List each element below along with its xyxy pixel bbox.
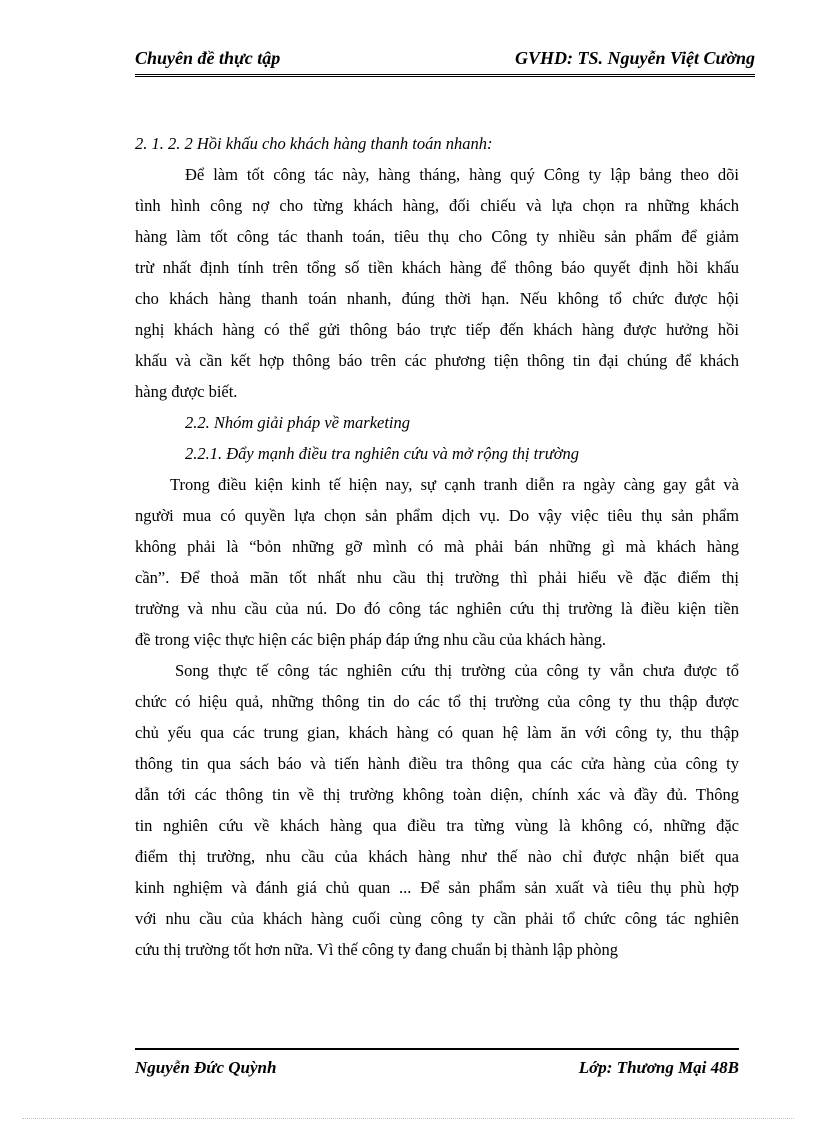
paragraph-line: không phải là “bỏn những gỡ mình có mà phải bán những gì mà khách hàng — [135, 537, 739, 556]
page-footer — [135, 1048, 739, 1084]
paragraph-line: trừ nhất định tính trên tổng số tiền khách hàng để thông báo quyết định hồi khấu — [135, 258, 739, 277]
paragraph-line: khấu và cần kết hợp thông báo trên các phương tiện thông tin đại chúng để khách — [135, 351, 739, 370]
paragraph-line: hàng làm tốt công tác thanh toán, tiêu thụ cho Công ty nhiều sản phẩm để giảm — [135, 227, 739, 246]
header-document-title: Chuyên đề thực tập — [135, 48, 281, 68]
paragraph-line: tin nghiên cứu về khách hàng qua điều tra từng vùng là không có, những đặc — [135, 816, 739, 835]
paragraph-line: đề trong việc thực hiện các biện pháp đáp ứng nhu cầu của khách hàng. — [135, 630, 606, 649]
paragraph-line: tình hình công nợ cho từng khách hàng, đối chiếu và lựa chọn ra những khách — [135, 196, 739, 215]
section-heading-2-2-1: 2.2.1. Đẩy mạnh điều tra nghiên cứu và mở rộng thị trường — [185, 444, 579, 463]
paragraph-early-payment-discount — [135, 159, 739, 407]
paragraph-line: người mua có quyền lựa chọn sản phẩm dịch vụ. Do vậy việc tiêu thụ sản phẩm — [135, 506, 739, 525]
paragraph-market-research-context — [135, 469, 739, 655]
section-heading-2-1-2-2: 2. 1. 2. 2 Hồi khấu cho khách hàng thanh toán nhanh: — [135, 134, 493, 153]
paragraph-market-research-reality — [135, 655, 739, 965]
paragraph-line: Để làm tốt công tác này, hàng tháng, hàng quý Công ty lập bảng theo dõi — [185, 165, 739, 184]
section-heading-2-2: 2.2. Nhóm giải pháp về marketing — [185, 413, 411, 432]
paragraph-line: chủ yếu qua các trung gian, khách hàng có quan hệ làm ăn với công ty, thu thập — [135, 723, 739, 742]
paragraph-line: kinh nghiệm và đánh giá chủ quan ... Để sản phẩm sản xuất và tiêu thụ phù hợp — [135, 878, 739, 897]
paragraph-line: Trong điều kiện kinh tế hiện nay, sự cạnh tranh diễn ra ngày càng gay gắt và — [170, 475, 739, 494]
footer-author: Nguyễn Đức Quỳnh — [135, 1058, 277, 1077]
paragraph-line: Song thực tế công tác nghiên cứu thị trường của công ty vẫn chưa được tổ — [175, 661, 739, 680]
paragraph-line: hàng được biết. — [135, 382, 238, 401]
paragraph-line: trường và nhu cầu của nú. Do đó công tác nghiên cứu thị trường là điều kiện tiền — [135, 599, 739, 618]
paragraph-line: cần”. Để thoả mãn tốt nhất nhu cầu thị trường thì phải hiểu về đặc điểm thị — [135, 568, 739, 587]
paragraph-line: điểm thị trường, nhu cầu của khách hàng như thế nào chỉ được nhận biết qua — [135, 847, 739, 866]
header-supervisor: GVHD: TS. Nguyễn Việt Cường — [515, 48, 755, 68]
footer-class: Lớp: Thương Mại 48B — [578, 1058, 739, 1077]
paragraph-line: dẫn tới các thông tin về thị trường không toàn diện, chính xác và đầy đủ. Thông — [135, 785, 739, 804]
paragraph-line: với nhu cầu của khách hàng cuối cùng công ty cần phải tổ chức công tác nghiên — [135, 909, 739, 928]
paragraph-line: nghị khách hàng có thể gửi thông báo trực tiếp đến khách hàng được hưởng hồi — [135, 320, 739, 339]
paragraph-line: cứu thị trường tốt hơn nữa. Vì thế công ty đang chuẩn bị thành lập phòng — [135, 940, 618, 959]
paragraph-line: chức có hiệu quả, những thông tin do các tổ thị trường của công ty thu thập được — [135, 692, 739, 711]
paragraph-line: thông tin qua sách báo và tiến hành điều tra thông qua các cửa hàng của công ty — [135, 754, 739, 773]
page-header — [135, 46, 755, 77]
document-body — [135, 128, 739, 965]
paragraph-line: cho khách hàng thanh toán nhanh, đúng thời hạn. Nếu không tổ chức được hội — [135, 289, 739, 308]
page-boundary-divider — [22, 1118, 794, 1119]
